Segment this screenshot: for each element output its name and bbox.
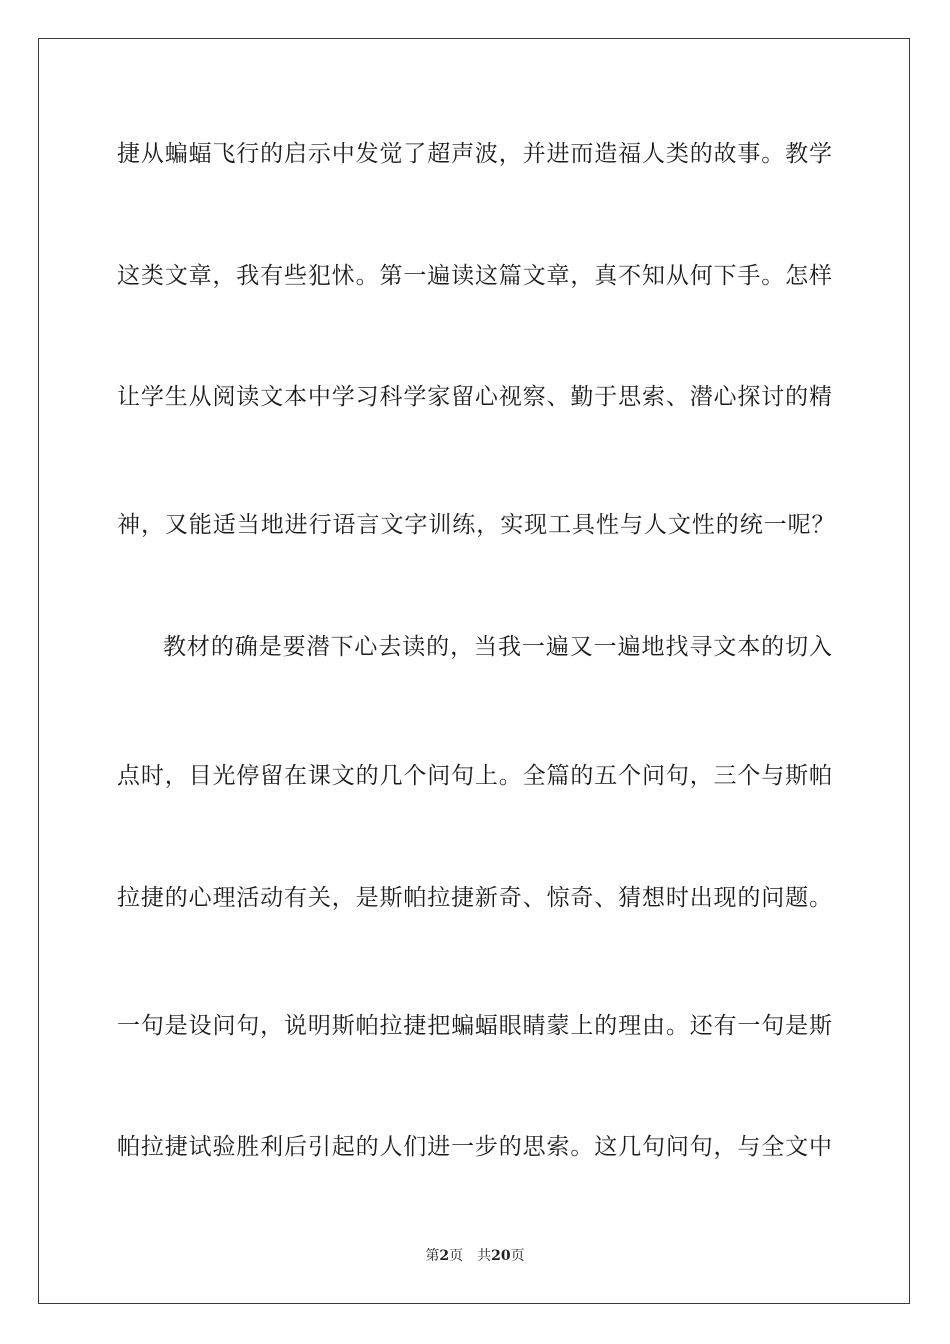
current-page-number: 2 [439, 1248, 450, 1264]
text-line-2: 这类文章，我有些犯怵。第一遍读这篇文章，真不知从何下手。怎样 [117, 263, 832, 289]
text-line-8: 一句是设问句，说明斯帕拉捷把蝙蝠眼睛蒙上的理由。还有一句是斯 [117, 1013, 832, 1039]
page-footer [0, 1246, 950, 1266]
total-page-count: 20 [491, 1248, 511, 1264]
text-line-3: 让学生从阅读文本中学习科学家留心视察、勤于思索、潜心探讨的精 [117, 384, 832, 410]
page-border [38, 38, 910, 1304]
text-line-4: 神，又能适当地进行语言文字训练，实现工具性与人文性的统一呢？ [117, 512, 836, 538]
text-line-7: 拉捷的心理活动有关，是斯帕拉捷新奇、惊奇、猜想时出现的问题。 [117, 885, 832, 911]
paragraph-2-first-line: 教材的确是要潜下心去读的，当我一遍又一遍地找寻文本的切入 [163, 634, 832, 660]
page-label-prefix: 第 [425, 1248, 440, 1264]
total-label-suffix: 页 [510, 1248, 525, 1264]
text-line-6: 点时，目光停留在课文的几个问句上。全篇的五个问句，三个与斯帕 [117, 763, 832, 789]
page-label-suffix: 页 [449, 1248, 464, 1264]
total-label-prefix: 共 [477, 1248, 492, 1264]
text-line-1: 捷从蝙蝠飞行的启示中发觉了超声波，并进而造福人类的故事。教学 [117, 141, 832, 167]
text-line-9: 帕拉捷试验胜利后引起的人们进一步的思索。这几句问句，与全文中 [117, 1134, 832, 1160]
